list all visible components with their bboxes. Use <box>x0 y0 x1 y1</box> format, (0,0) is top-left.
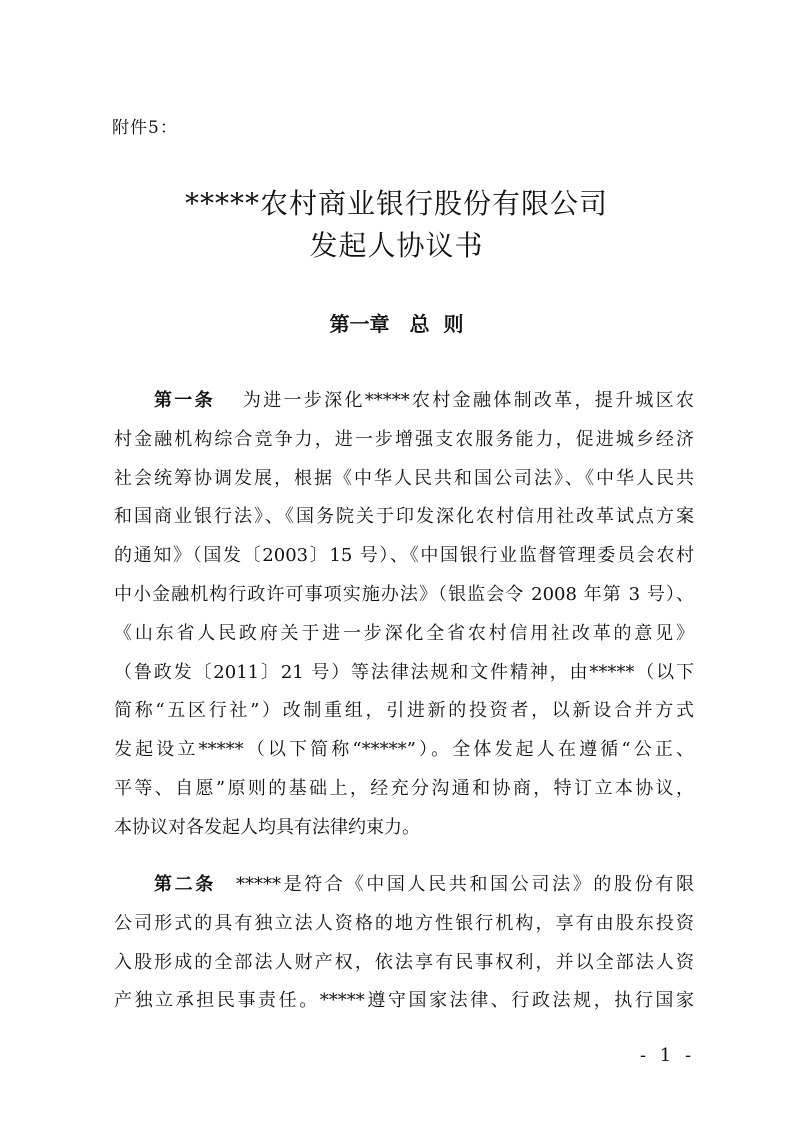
attachment-label: 附件5： <box>112 118 178 138</box>
article-1-number: 第一条 <box>154 390 215 411</box>
article-1-line: 社会统筹协调发展，根据《中华人民共和国公司法》、《中华人民共 <box>114 467 694 489</box>
article-2 <box>114 866 694 1021</box>
article-1-line: 和国商业银行法》、《国务院关于印发深化农村信用社改革试点方案 <box>114 506 694 528</box>
article-1-line: 本协议对各发起人均具有法律约束力。 <box>114 816 420 838</box>
document-title-line-2: 发起人协议书 <box>309 229 484 262</box>
article-1-line: 第一条 为进一步深化*****农村金融体制改革，提升城区农 <box>154 390 695 411</box>
article-1-line: 中小金融机构行政许可事项实施办法》（银监会令 2008 年第 3 号）、 <box>114 583 694 605</box>
document-title-line-1: *****农村商业银行股份有限公司 <box>184 187 608 220</box>
article-2-line: 公司形式的具有独立法人资格的地方性银行机构，享有由股东投资 <box>114 912 694 934</box>
article-1 <box>114 382 694 848</box>
article-2-line: 第二条 *****是符合《中国人民共和国公司法》的股份有限 <box>154 874 695 895</box>
article-1-line: 《山东省人民政府关于进一步深化全省农村信用社改革的意见》 <box>114 622 694 644</box>
article-1-line: 的通知》（国发〔2003〕15 号）、《中国银行业监督管理委员会农村 <box>114 545 694 567</box>
chapter-number: 第一章 <box>329 312 390 336</box>
article-2-line: 产独立承担民事责任。*****遵守国家法律、行政法规，执行国家 <box>114 990 694 1012</box>
article-1-line: 发起设立*****（以下简称“*****”）。全体发起人在遵循“公正、 <box>114 739 694 761</box>
article-2-number: 第二条 <box>154 874 216 895</box>
article-1-line: 平等、自愿”原则的基础上，经充分沟通和协商，特订立本协议， <box>114 777 694 799</box>
article-1-line: 村金融机构综合竞争力，进一步增强支农服务能力，促进城乡经济 <box>114 428 694 450</box>
article-2-line: 入股形成的全部法人财产权，依法享有民事权利，并以全部法人资 <box>114 951 694 973</box>
chapter-name-part-1: 总 <box>409 312 430 336</box>
article-1-line: 简称“五区行社”）改制重组，引进新的投资者，以新设合并方式 <box>114 700 694 722</box>
page-number: - 1 - <box>640 1045 696 1066</box>
chapter-name-part-2: 则 <box>443 312 464 336</box>
article-1-line: （鲁政发〔2011〕21 号）等法律法规和文件精神，由*****（以下 <box>114 661 694 683</box>
chapter-heading <box>0 308 793 337</box>
